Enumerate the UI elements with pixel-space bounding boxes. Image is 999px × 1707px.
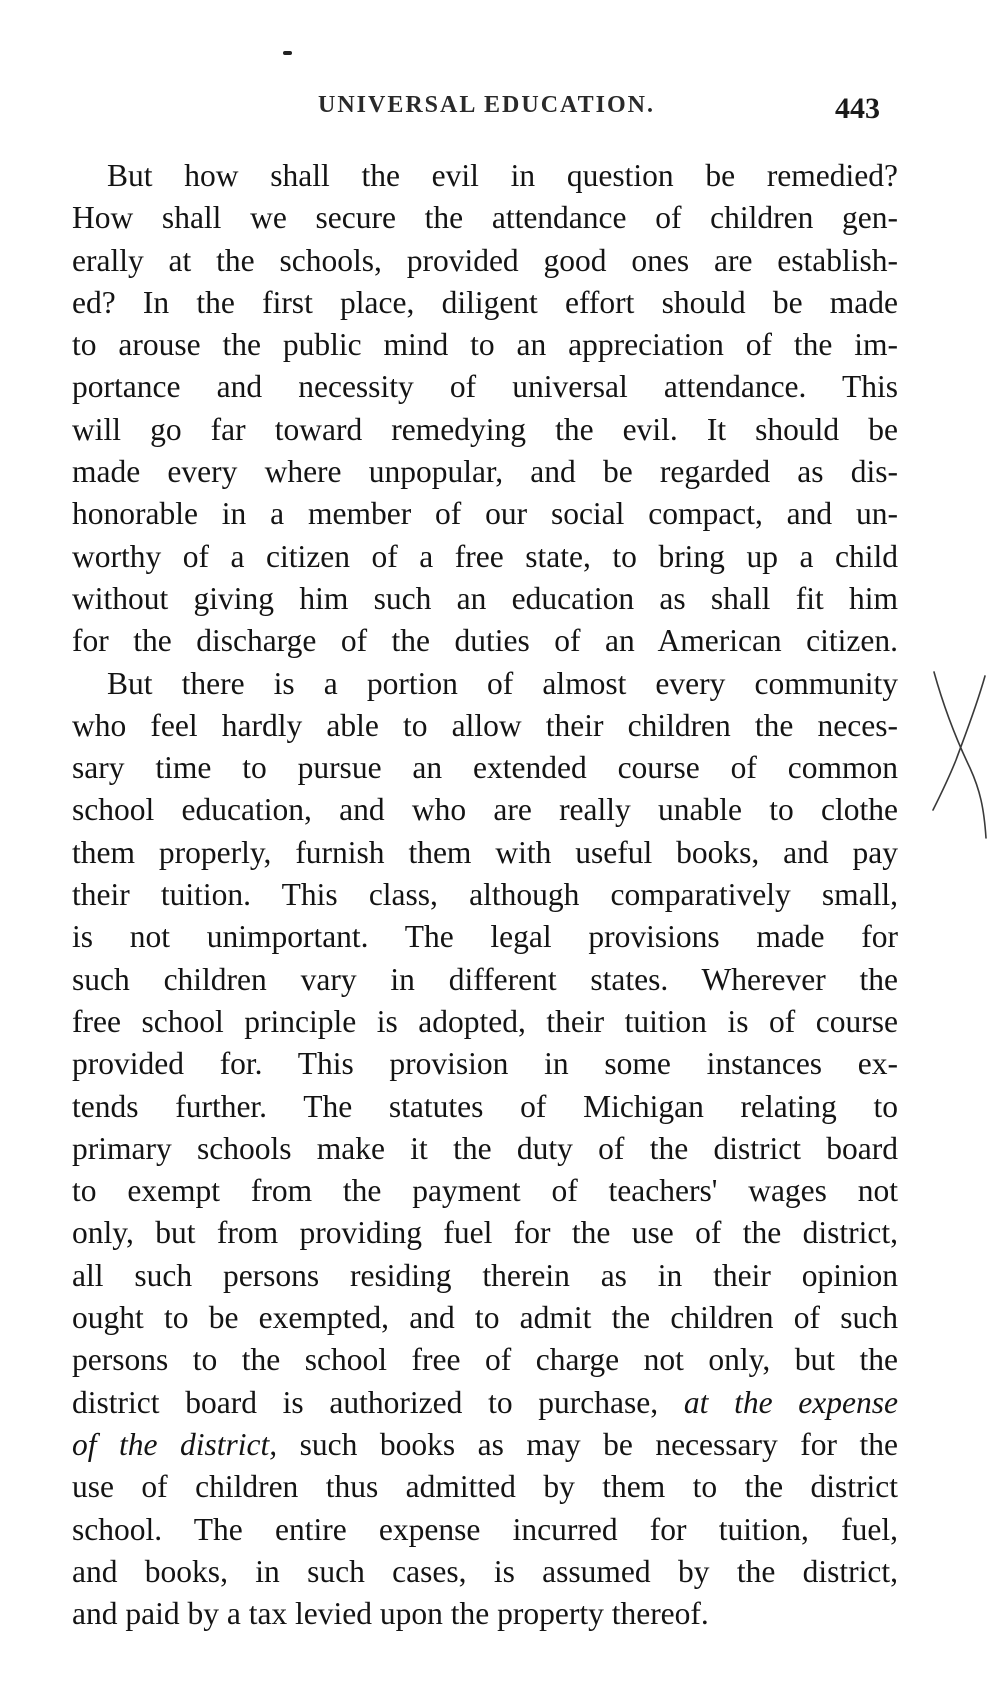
text-line: to arouse the public mind to an appreciation of the im- <box>72 327 898 363</box>
text-line: such children vary in different states. Wherever the <box>72 961 898 997</box>
text-line: But there is a portion of almost every community <box>107 665 898 701</box>
text-line: and paid by a tax levied upon the property thereof. <box>72 1596 709 1632</box>
text-line: their tuition. This class, although comparatively small, <box>72 877 898 913</box>
text-line: primary schools make it the duty of the district board <box>72 1130 898 1166</box>
text-line: only, but from providing fuel for the use of the district, <box>72 1215 898 1251</box>
text-line: provided for. This provision in some instances ex- <box>72 1046 898 1082</box>
text-line: them properly, furnish them with useful books, and pay <box>72 834 898 870</box>
text-line-with-italic <box>72 1424 898 1466</box>
text-line: honorable in a member of our social compact, and un- <box>72 496 898 532</box>
text-line: use of children thus admitted by them to the district <box>72 1469 898 1505</box>
text-line: portance and necessity of universal attendance. This <box>72 369 898 405</box>
text-line: to exempt from the payment of teachers' wages not <box>72 1173 898 1209</box>
text-line-with-italic <box>72 1382 898 1424</box>
text-line: made every where unpopular, and be regarded as dis- <box>72 454 898 490</box>
paragraph-1 <box>72 155 898 663</box>
text-line: erally at the schools, provided good ones are establish- <box>72 242 898 278</box>
text-run: district board is authorized to purchase, <box>72 1384 684 1420</box>
text-line: school education, and who are really unable to clothe <box>72 792 898 828</box>
text-line: worthy of a citizen of a free state, to bring up a child <box>72 538 898 574</box>
text-line: is not unimportant. The legal provisions made for <box>72 919 898 955</box>
italic-phrase: at the expense <box>683 1384 898 1420</box>
text-line: free school principle is adopted, their tuition is of course <box>72 1003 898 1039</box>
paragraph-2 <box>72 663 898 1636</box>
ink-speck <box>283 51 292 55</box>
italic-phrase: of the district, <box>72 1426 278 1462</box>
body-text <box>72 155 898 1635</box>
text-line: school. The entire expense incurred for tuition, fuel, <box>72 1511 898 1547</box>
text-line: But how shall the evil in question be remedied? <box>107 158 898 193</box>
text-line: will go far toward remedying the evil. It should be <box>72 411 898 447</box>
text-line: ed? In the first place, diligent effort should be made <box>72 284 898 320</box>
text-line: and books, in such cases, is assumed by the district, <box>72 1553 898 1589</box>
text-line: persons to the school free of charge not only, but the <box>72 1342 898 1378</box>
text-line: for the discharge of the duties of an American citizen. <box>72 623 898 659</box>
text-run: such books as may be necessary for the <box>277 1426 898 1462</box>
running-head: UNIVERSAL EDUCATION. <box>318 92 655 118</box>
x-pencil-mark-icon <box>930 668 990 843</box>
text-line: ought to be exempted, and to admit the children of such <box>72 1300 898 1336</box>
text-line: tends further. The statutes of Michigan relating to <box>72 1088 898 1124</box>
text-line: sary time to pursue an extended course of common <box>72 750 898 786</box>
page-number: 443 <box>835 92 880 125</box>
text-line: all such persons residing therein as in their opinion <box>72 1257 898 1293</box>
text-line: who feel hardly able to allow their children the neces- <box>72 707 898 743</box>
text-line: without giving him such an education as shall fit him <box>72 580 898 616</box>
text-line: How shall we secure the attendance of children gen- <box>72 200 898 236</box>
